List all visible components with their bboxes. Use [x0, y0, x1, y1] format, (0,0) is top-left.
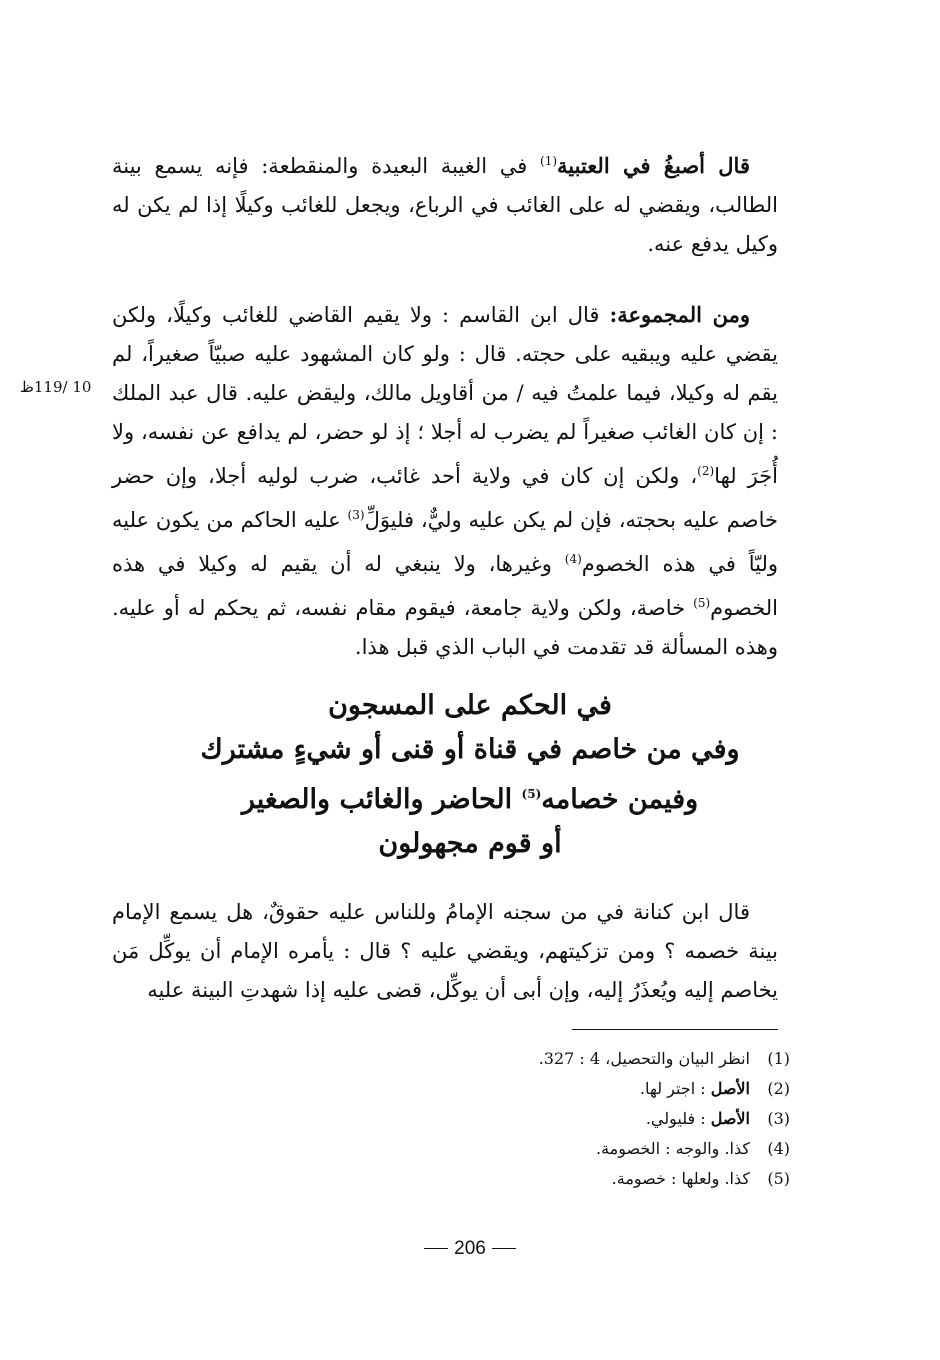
- paragraph-1-text: في الغيبة البعيدة والمنقطعة: فإنه يسمع بينة الطالب، ويقضي له على الغائب في الرباع، ويجعل للغائب وكيلًا إذا لم يكن له وكيل يدفع عنه.: [112, 154, 778, 256]
- footnote-ref-3: (3): [347, 508, 365, 522]
- footnote-text: [430, 1164, 750, 1194]
- heading-line-3-b: الحاضر والغائب والصغير: [241, 784, 522, 815]
- paragraph-2-text-a: قال ابن القاسم : ولا يقيم القاضي للغائب وكيلًا، ولكن يقضي عليه ويبقيه على حجته. قال : ولو كان المشهود عليه صبيّاً صغيراً، لم يقم له وكيلا، فيما علمتُ فيه / من أقاويل مالك، وليقض عليه. قال عبد الملك : إن كان الغائب صغيراً لم يضرب له أجلا ؛ إذ لو حضر، لم يدافع عن نفسه، ولا أُجَرَ لها: [112, 303, 778, 488]
- heading-footnote-ref: (5): [521, 787, 542, 801]
- footnote-body: كذا. ولعلها : خصومة.: [611, 1169, 750, 1188]
- section-heading: [150, 684, 790, 866]
- footnote-number: (4): [767, 1139, 790, 1158]
- footnote-number: (3): [767, 1109, 790, 1128]
- footnote-text: [430, 1104, 750, 1134]
- paragraph-3-text: قال ابن كنانة في من سجنه الإمامُ وللناس عليه حقوقٌ، هل يسمع الإمام بينة خصمه ؟ ومن تزكيتهم، ويقضي عليه ؟ قال : يأمره الإمام أن يوكِّل مَن يخاصم إليه ويُعذَرُ إليه، وإن أبى أن يوكِّل، قضى عليه إذا شهدتِ البينة عليه: [112, 900, 778, 1002]
- footnote-ref-2: (2): [697, 464, 715, 478]
- footnote: [430, 1164, 790, 1194]
- page-number-dash-left: [424, 1248, 448, 1249]
- footnote-text: [430, 1134, 750, 1164]
- footnote-ref-4: (4): [564, 552, 582, 566]
- footnote: [430, 1134, 790, 1164]
- footnote-body: : اجتر لها.: [639, 1079, 711, 1098]
- footnote-body: انظر البيان والتحصيل، 4 : 327.: [538, 1049, 750, 1068]
- paragraph-2-text-d: وغيرها، ولا ينبغي له أن يقيم له وكيلا في هذه الخصوم: [112, 552, 778, 620]
- footnote-bold: الأصل: [710, 1079, 750, 1098]
- paragraph-2-text-b: ، ولكن إن كان في ولاية أحد غائب، ضرب لوليه أجلا، وإن حضر خاصم عليه بحجته، فإن لم يكن عليه وليٌّ، فليوَلِّ: [112, 464, 778, 532]
- paragraph-1-lead: قال أصبغُ في العتبية: [557, 153, 750, 178]
- footnote-number: (5): [767, 1169, 790, 1188]
- heading-line-3: [150, 772, 790, 822]
- paragraph-2: [112, 295, 778, 667]
- manuscript-folio-note: 10 /119ظ: [20, 378, 92, 396]
- footnote-bold: الأصل: [710, 1109, 750, 1128]
- page-number-value: 206: [454, 1238, 486, 1259]
- footnote-body: : فليولي.: [645, 1109, 711, 1128]
- footnotes: [430, 1044, 790, 1194]
- footnote-text: [430, 1044, 750, 1074]
- footnote-divider: [572, 1029, 778, 1030]
- paragraph-2-lead: ومن المجموعة:: [609, 302, 750, 327]
- paragraph-2-text-e: خاصة، ولكن ولاية جامعة، فيقوم مقام نفسه، ثم يحكم له أو عليه. وهذه المسألة قد تقدمت في الباب الذي قبل هذا.: [112, 596, 778, 659]
- heading-line-2: وفي من خاصم في قناة أو قنى أو شيءٍ مشترك: [200, 734, 740, 765]
- page-number-dash-right: [492, 1248, 516, 1249]
- footnote-text: [430, 1074, 750, 1104]
- footnote: [430, 1044, 790, 1074]
- footnote-ref-5: (5): [693, 596, 711, 610]
- heading-line-4: أو قوم مجهولون: [378, 828, 562, 859]
- footnote: [430, 1074, 790, 1104]
- footnote-number: (2): [767, 1079, 790, 1098]
- heading-line-3-a: وفيمن خصامه: [541, 784, 699, 815]
- footnote-number: (1): [767, 1049, 790, 1068]
- footnote-body: كذا. والوجه : الخصومة.: [596, 1139, 750, 1158]
- footnote-ref-1: (1): [540, 154, 558, 168]
- paragraph-2-text-c: عليه الحاكم من يكون عليه وليّاً في هذه الخصوم: [112, 508, 779, 576]
- heading-line-1: في الحكم على المسجون: [328, 690, 612, 721]
- page-number: [0, 1238, 940, 1260]
- footnote: [430, 1104, 790, 1134]
- paragraph-1: [112, 142, 778, 264]
- paragraph-3: [112, 893, 778, 1010]
